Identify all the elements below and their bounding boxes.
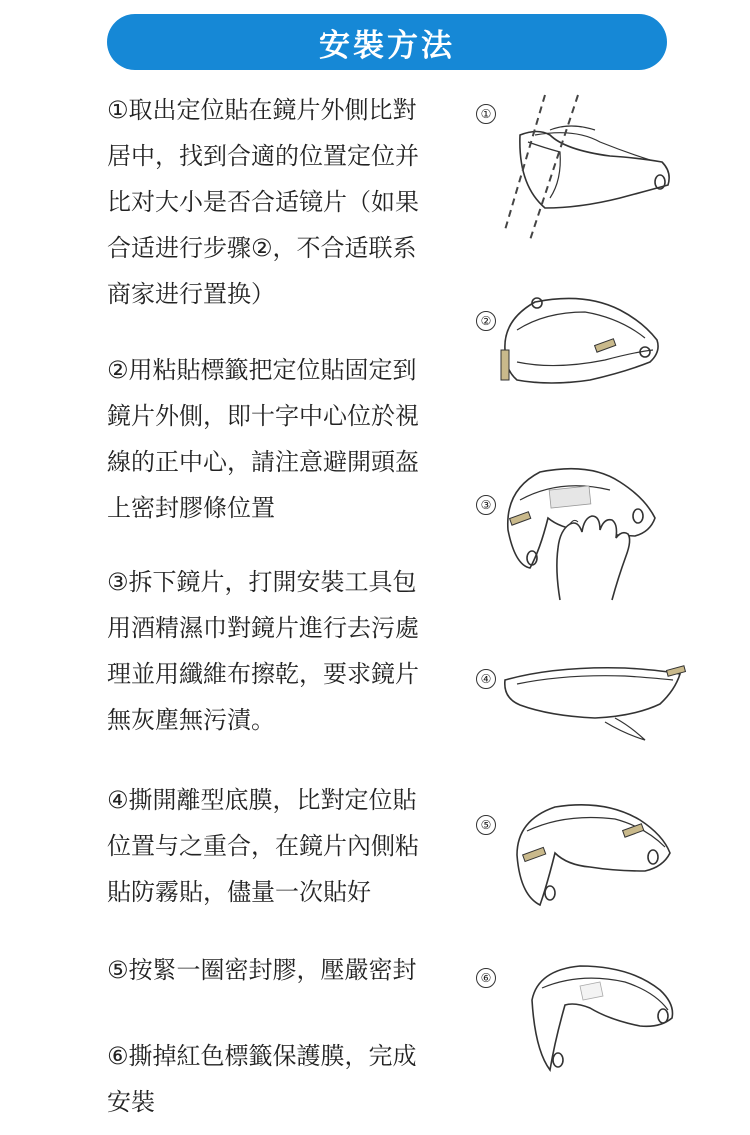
step-2-number: ② (476, 311, 496, 331)
step-6-text: ⑥撕掉紅色標籤保護膜，完成 安裝 (107, 1042, 417, 1116)
step-5-text: ⑤按緊一圈密封膠，壓嚴密封 (107, 956, 417, 984)
hand-wiping-visor-icon (500, 460, 660, 605)
page-title: 安裝方法 (319, 27, 455, 64)
step-4-number: ④ (476, 669, 496, 689)
antifog-film-peel-icon (495, 660, 695, 745)
step-1-text: ①取出定位貼在鏡片外側比對 居中，找到合適的位置定位并 比对大小是否合适镜片（如果 合适进行步骤②，不合适联系 商家进行置换） (107, 96, 419, 308)
step-6-number: ⑥ (476, 968, 496, 988)
step-3-text: ③拆下鏡片，打開安裝工具包 用酒精濕巾對鏡片進行去污處 理並用纖維布擦乾，要求鏡片 無灰塵無污漬。 (107, 568, 419, 734)
step-3-number: ③ (476, 495, 496, 515)
step-1-number: ① (476, 104, 496, 124)
step-2-text: ②用粘貼標籤把定位貼固定到 鏡片外側，即十字中心位於視 線的正中心，請注意避開頭盔 上密封膠條位置 (107, 356, 419, 522)
step-5-number: ⑤ (476, 815, 496, 835)
visor-with-dashed-guides-icon (490, 90, 680, 240)
title-banner (107, 14, 667, 70)
visor-with-tab-label-icon (495, 290, 670, 395)
visor-complete-icon (520, 960, 680, 1080)
visor-pressing-seal-icon (505, 795, 680, 920)
step-4-text: ④撕開離型底膜，比對定位貼 位置与之重合，在鏡片內側粘 貼防霧貼，儘量一次貼好 (107, 786, 419, 906)
